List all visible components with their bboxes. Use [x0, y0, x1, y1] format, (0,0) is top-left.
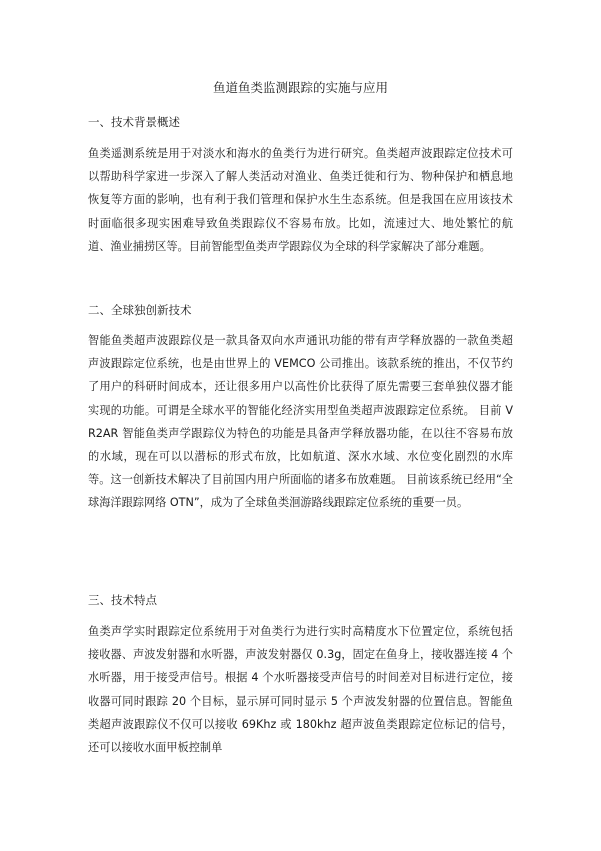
section-paragraph-features: 鱼类声学实时跟踪定位系统用于对鱼类行为进行实时高精度水下位置定位，系统包括接收器、声波发射器和水听器，声波发射器仅 0.3g，固定在鱼身上，接收器连接 4 个水听器，用于接受声信号。根据 4 个水听器接受声信号的时间差对目标进行定位，接收器可同时跟踪 20 个目标，显示屏可同时显示 5 个声波发射器的位置信息。智能鱼类超声波跟踪仪不仅可以接收 69Khz 或 180khz 超声波鱼类跟踪定位标记的信号，还可以接收水面甲板控制单: [88, 625, 513, 755]
document-title: 鱼道鱼类监测跟踪的实施与应用: [212, 80, 388, 95]
section-heading-features: 三、技术特点: [88, 593, 157, 607]
section-heading-background: 一、技术背景概述: [88, 115, 180, 129]
section-paragraph-innovation: 智能鱼类超声波跟踪仪是一款具备双向水声通讯功能的带有声学释放器的一款鱼类超声波跟踪定位系统，也是由世界上的 VEMCO 公司推出。该款系统的推出，不仅节约了用户的科研时间成本，还让很多用户以高性价比获得了原先需要三套单独仪器才能实现的功能。可谓是全球水平的智能化经济实用型鱼类超声波跟踪定位系统。 目前 VR2AR 智能鱼类声学跟踪仪为特色的功能是具备声学释放器功能，在以往不容易布放的水域，现在可以以潜标的形式布放，比如航道、深水水域、水位变化剧烈的水库等。这一创新技术解决了目前国内用户所面临的诸多布放难题。 目前该系统已经用“全球海洋跟踪网络 OTN”，成为了全球鱼类洄游路线跟踪定位系统的重要一员。: [88, 334, 513, 510]
section-paragraph-background: 鱼类遥测系统是用于对淡水和海水的鱼类行为进行研究。鱼类超声波跟踪定位技术可以帮助科学家进一步深入了解人类活动对渔业、鱼类迁徙和行为、物种保护和栖息地恢复等方面的影响，也有利于我们管理和保护水生生态系统。但是我国在应用该技术时面临很多现实困难导致鱼类跟踪仪不容易布放。比如，流速过大、地处繁忙的航道、渔业捕捞区等。目前智能型鱼类声学跟踪仪为全球的科学家解决了部分难题。: [88, 147, 513, 253]
section-heading-innovation: 二、全球独创新技术: [88, 303, 192, 317]
